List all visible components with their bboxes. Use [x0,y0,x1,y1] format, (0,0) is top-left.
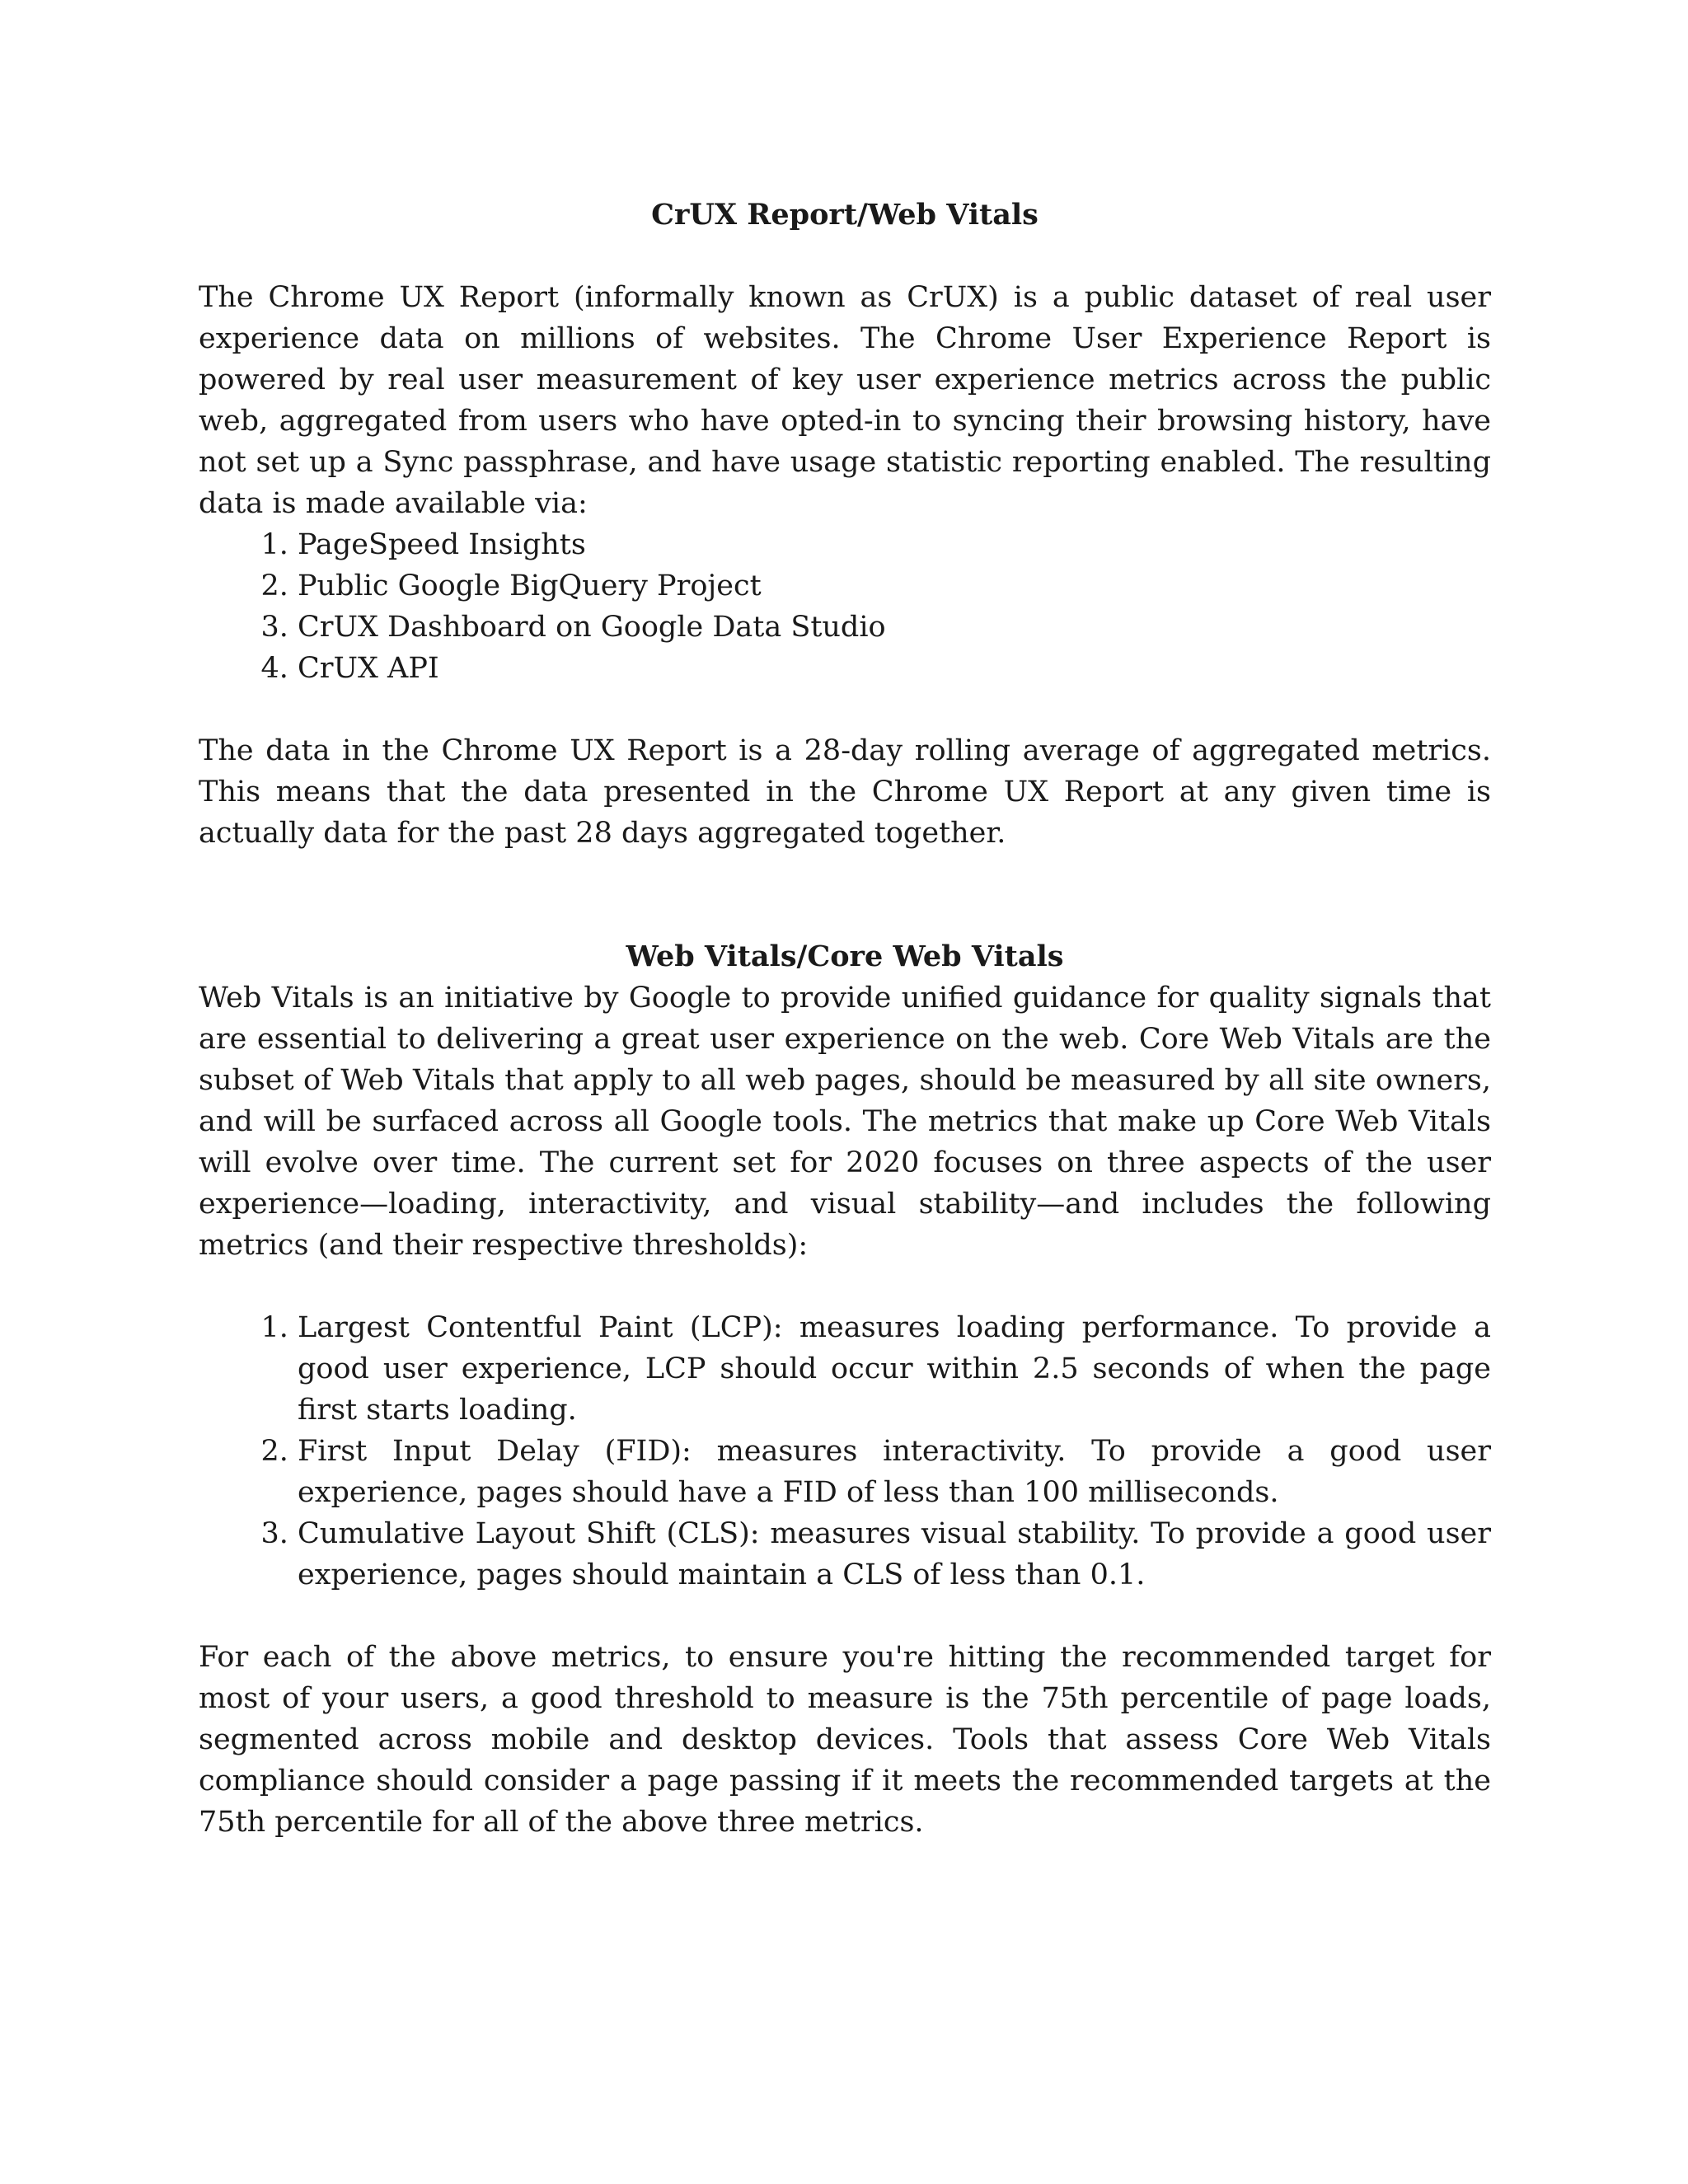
spacer [199,1596,1491,1637]
list-item-source: 4. CrUX API [298,648,1491,689]
list-item-source: 1. PageSpeed Insights [298,524,1491,565]
spacer [199,689,1491,730]
list-item-metric-lcp: 1. Largest Contentful Paint (LCP): measures loading performance. To provide a good user experience, LCP should occur within 2.5 seconds of when the page first starts loading. [298,1307,1491,1431]
list-core-metrics [199,1307,1491,1596]
heading-web-vitals: Web Vitals/Core Web Vitals [626,940,1064,973]
heading-crux-report: CrUX Report/Web Vitals [651,198,1039,232]
list-item-metric-cls: 3. Cumulative Layout Shift (CLS): measures visual stability. To provide a good user experience, pages should maintain a CLS of less than 0.1. [298,1513,1491,1596]
spacer [199,1266,1491,1307]
list-item-source: 3. CrUX Dashboard on Google Data Studio [298,607,1491,648]
spacer [199,854,1491,936]
paragraph-web-vitals-intro: Web Vitals is an initiative by Google to provide unified guidance for quality signals that are essential to delivering a great user experience on the web. Core Web Vitals are the subset of Web Vitals that apply to all web pages, should be measured by all site owners, and will be surfaced across all Google tools. The metrics that make up Core Web Vitals will evolve over time. The current set for 2020 focuses on three aspects of the user experience—loading, interactivity, and visual stability—and includes the following metrics (and their respective thresholds): [199,982,1491,1262]
list-data-sources [199,524,1491,689]
paragraph-crux-intro: The Chrome UX Report (informally known as CrUX) is a public dataset of real user experience data on millions of websites. The Chrome User Experience Report is powered by real user measurement of key user experience metrics across the public web, aggregated from users who have opted-in to syncing their browsing history, have not set up a Sync passphrase, and have usage statistic reporting enabled. The resulting data is made available via: [199,281,1491,520]
document-page [199,194,1491,1843]
list-item-metric-fid: 2. First Input Delay (FID): measures interactivity. To provide a good user experience, pages should have a FID of less than 100 milliseconds. [298,1431,1491,1513]
paragraph-closing: For each of the above metrics, to ensure you're hitting the recommended target for most of your users, a good threshold to measure is the 75th percentile of page loads, segmented across mobile and desktop devices. Tools that assess Core Web Vitals compliance should consider a page passing if it meets the recommended targets at the 75th percentile for all of the above three metrics. [199,1641,1491,1839]
paragraph-rolling-average: The data in the Chrome UX Report is a 28-day rolling average of aggregated metrics. This means that the data presented in the Chrome UX Report at any given time is actually data for the past 28 days aggregated together. [199,734,1491,850]
list-item-source: 2. Public Google BigQuery Project [298,565,1491,607]
spacer [199,236,1491,277]
